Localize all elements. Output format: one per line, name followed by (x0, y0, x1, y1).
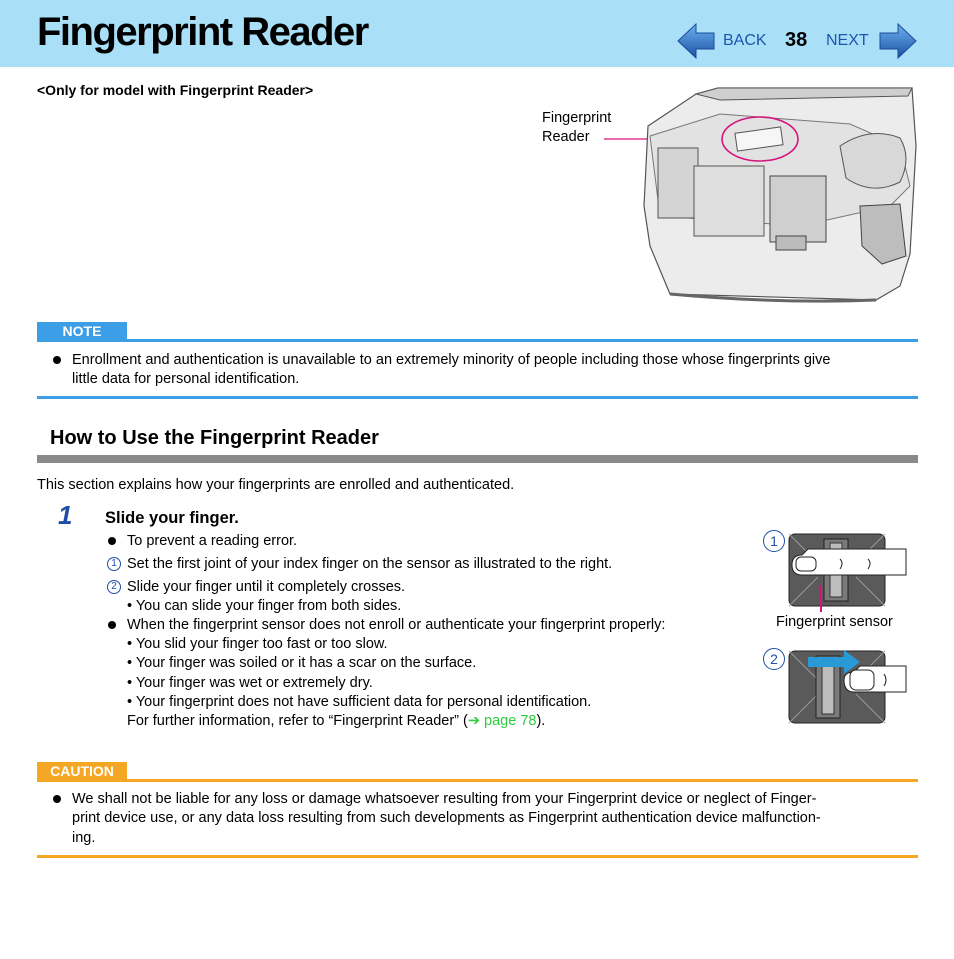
note-text-line2: little data for personal identification. (72, 371, 300, 387)
next-link[interactable]: NEXT (826, 32, 869, 49)
caution-bottom-rule (37, 855, 918, 858)
further-info-suffix: ). (536, 713, 546, 729)
caution-label: CAUTION (37, 762, 127, 780)
section-rule (37, 455, 918, 463)
next-arrow-icon[interactable] (878, 22, 918, 60)
step-marker-1: 1 (107, 557, 121, 571)
back-arrow-icon[interactable] (676, 22, 716, 60)
page-title: Fingerprint Reader (37, 10, 368, 54)
further-info (127, 712, 545, 732)
caution-top-rule (37, 779, 918, 782)
caution-text-line1: We shall not be liable for any loss or damage whatsoever resulting from your Fingerprint device or neglect of Finger- (72, 791, 817, 807)
fail-reason: • You slid your finger too fast or too slow. (127, 636, 388, 652)
fail-reason: • Your finger was soiled or it has a scar on the surface. (127, 655, 477, 671)
bullet-icon (108, 537, 116, 545)
figure-label-1: 1 (763, 530, 785, 552)
caution-text-line2: print device use, or any data loss resulting from such developments as Fingerprint authentication device malfunction- (72, 810, 821, 826)
section-intro: This section explains how your fingerprints are enrolled and authenticated. (37, 477, 515, 493)
sensor-caption: Fingerprint sensor (776, 614, 893, 630)
note-text-line1: Enrollment and authentication is unavailable to an extremely minority of people including those whose fingerprints give (72, 352, 831, 368)
figure-label-2: 2 (763, 648, 785, 670)
fail-reason: • Your fingerprint does not have sufficient data for personal identification. (127, 694, 592, 710)
model-note: <Only for model with Fingerprint Reader> (37, 82, 314, 98)
step-item-slide-sub: • You can slide your finger from both sides. (127, 598, 402, 614)
note-top-rule (37, 339, 918, 342)
note-label: NOTE (37, 322, 127, 340)
computer-illustration (600, 86, 918, 308)
bullet-icon (108, 621, 116, 629)
step-item-prevent: To prevent a reading error. (127, 533, 298, 549)
step-item-fail: When the fingerprint sensor does not enroll or authenticate your fingerprint properly: (127, 617, 666, 633)
page-78-link[interactable]: ➔ page 78 (467, 713, 537, 729)
sensor-figure-set (788, 533, 908, 607)
page-number: 38 (785, 29, 808, 51)
sensor-callout-line (820, 586, 822, 612)
note-bottom-rule (37, 396, 918, 399)
caution-text-line3: ing. (72, 830, 96, 846)
section-heading: How to Use the Fingerprint Reader (50, 427, 379, 449)
bullet-icon (53, 795, 61, 803)
bullet-icon (53, 356, 61, 364)
step-title: Slide your finger. (105, 509, 239, 527)
step-marker-2: 2 (107, 580, 121, 594)
figure-callout-line1: Fingerprint (542, 110, 612, 126)
further-info-prefix: For further information, refer to “Fingerprint Reader” ( (127, 713, 468, 729)
step-item-set-finger: Set the first joint of your index finger on the sensor as illustrated to the right. (127, 556, 613, 572)
back-link[interactable]: BACK (723, 32, 767, 49)
sensor-figure-slide (788, 650, 908, 724)
step-item-slide: Slide your finger until it completely crosses. (127, 579, 406, 595)
figure-callout-line2: Reader (542, 129, 590, 145)
fail-reason: • Your finger was wet or extremely dry. (127, 675, 373, 691)
step-number: 1 (58, 500, 73, 530)
